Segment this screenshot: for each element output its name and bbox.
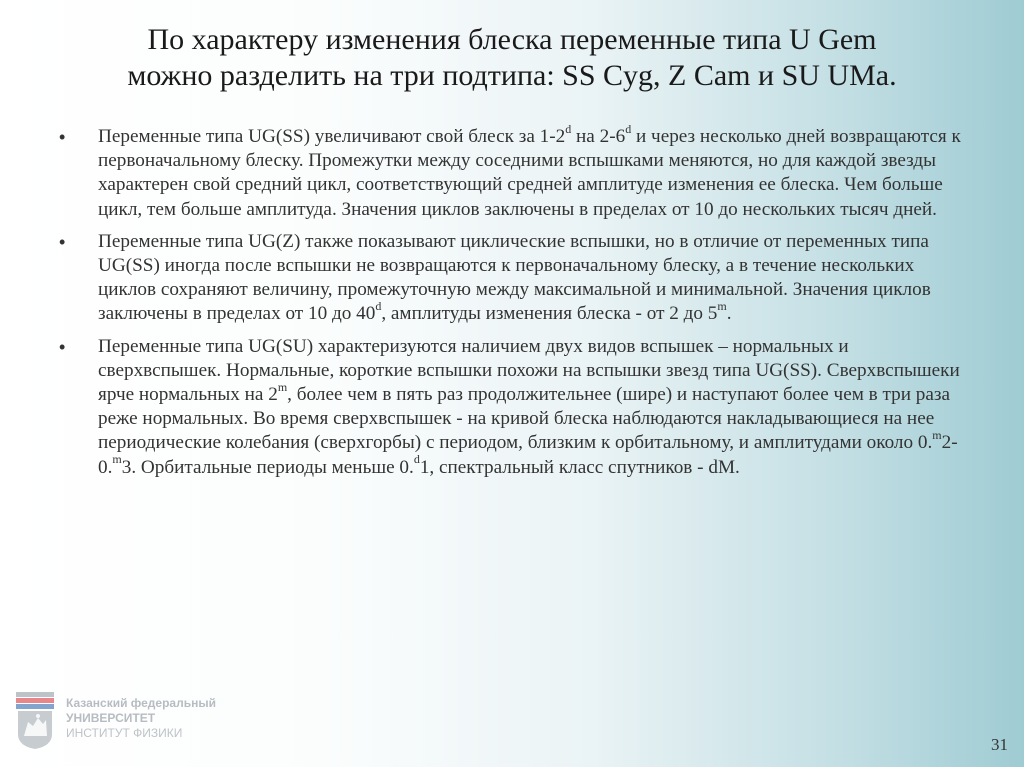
superscript: m: [112, 452, 122, 467]
slide-title: [40, 22, 984, 94]
superscript: d: [625, 121, 632, 136]
bullet-marker: •: [59, 336, 66, 357]
superscript: d: [565, 121, 572, 136]
bullet-text: Переменные типа UG(SU) характеризуются наличием двух видов вспышек – нормальных и сверхвспышек. Нормальные, короткие вспышки похожи на вспышки звезд типа UG(SS). Сверхвспышеки ярче нормальных на 2: [98, 335, 960, 406]
logo-text: [66, 696, 216, 741]
bullet-text: 2-0.: [98, 432, 958, 478]
logo-line-2: УНИВЕРСИТЕТ: [66, 711, 156, 725]
bullet-text: Переменные типа UG(SS) увеличивают свой блеск за 1-2: [98, 126, 566, 147]
bullet-text: и через несколько дней возвращаются к первоначальному блеску. Промежутки между соседними вспышками меняются, но для каждой звезды характерен свой средний цикл, соответствующий средней амплитуде изменения ее блеска. Чем больше цикл, тем больше амплитуда. Значения циклов заключены в пределах от 10 до нескольких тысяч дней.: [98, 126, 961, 220]
slide-title-line-1: По характеру изменения блеска переменные типа U Gem: [147, 23, 877, 56]
bullet-text: , более чем в пять раз продолжительнее (шире) и наступают более чем в три раза реже нормальных. Во время сверхвспышек - на кривой блеска наблюдаются накладывающиеся на нее периодические колебания (сверхгорбы) с периодом, близким к орбитальному, и амплитудами около 0.: [98, 384, 951, 454]
superscript: d: [375, 299, 382, 314]
bullet-marker: •: [59, 231, 66, 252]
page-number: 31: [991, 735, 1008, 754]
bullet-list: [58, 121, 963, 488]
bullet-text: Переменные типа UG(Z) также показывают циклические вспышки, но в отличие от переменных типа UG(SS) иногда после вспышки не возвращаются к первоначальному блеску, а в течение нескольких циклов сохраняют величину, промежуточную между максимальной и минимальной. Значения циклов заключены в пределах от 10 до 40: [98, 230, 931, 325]
bullet-item-ug-z: [58, 230, 963, 327]
superscript: d: [413, 452, 420, 467]
slide-title-line-2: можно разделить на три подтипа: SS Cyg, Z Cam и SU UMa.: [127, 59, 897, 92]
logo-line-3: ИНСТИТУТ ФИЗИКИ: [66, 726, 183, 740]
bullet-text: 3. Орбитальные периоды меньше 0.: [121, 456, 414, 478]
bullet-text: , амплитуды изменения блеска - от 2 до 5: [381, 303, 718, 325]
logo-line-1: Казанский федеральный: [66, 696, 216, 710]
superscript: m: [717, 299, 727, 314]
bullet-text: на 2-6: [571, 126, 626, 147]
superscript: m: [932, 428, 942, 443]
university-logo: [16, 692, 236, 752]
bullet-item-ug-su: [58, 335, 963, 480]
bullet-item-ug-ss: [58, 121, 963, 222]
superscript: m: [277, 379, 288, 394]
kfu-emblem-icon: [16, 692, 54, 750]
bullet-marker: •: [59, 127, 66, 147]
bullet-text: .: [726, 303, 732, 325]
bullet-text: 1, спектральный класс спутников - dM.: [419, 456, 740, 478]
